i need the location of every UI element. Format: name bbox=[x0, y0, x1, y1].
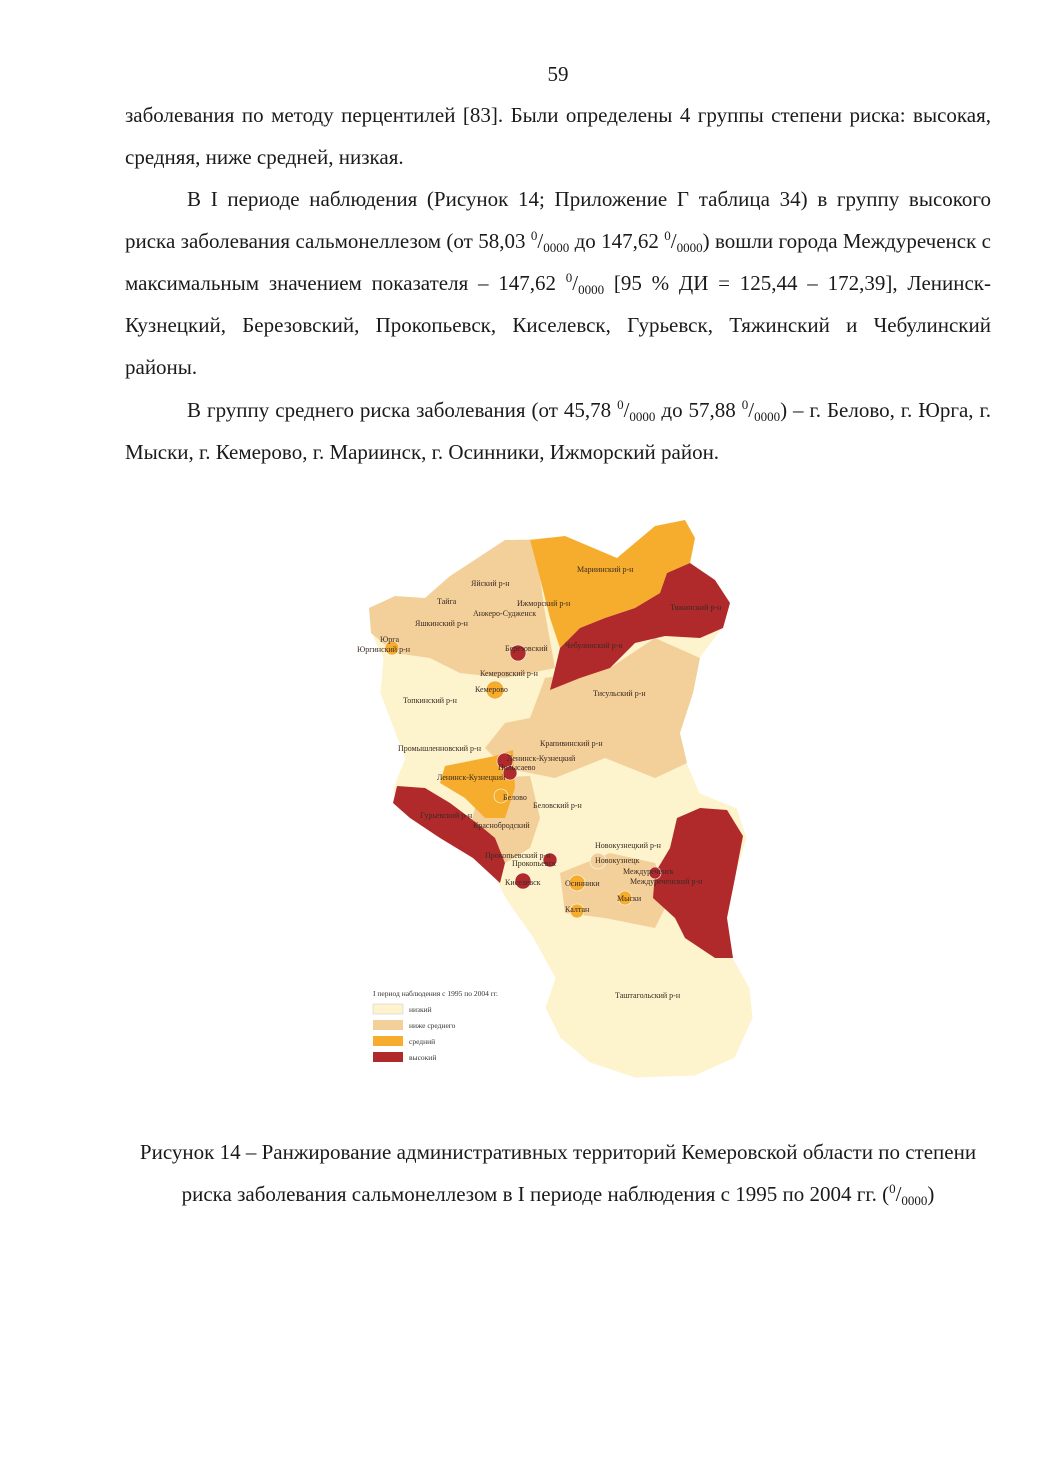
figure-caption bbox=[120, 1131, 996, 1215]
label-yashkinsky: Яшкинский р-н bbox=[415, 619, 468, 628]
label-osinniki: Осинники bbox=[565, 879, 600, 888]
label-tisulsky: Тисульский р-н bbox=[593, 689, 646, 698]
label-kaltan: Калтан bbox=[565, 905, 590, 914]
label-yurga: Юрга bbox=[380, 635, 400, 644]
kemerovo-region-risk-map bbox=[355, 518, 755, 1078]
paragraph-high-risk bbox=[125, 178, 991, 388]
label-kemerovsky: Кемеровский р-н bbox=[480, 669, 538, 678]
label-mariinsky: Мариинский р-н bbox=[577, 565, 634, 574]
label-tayga: Тайга bbox=[437, 597, 457, 606]
label-belovo: Белово bbox=[503, 793, 527, 802]
label-tyazhinsky: Тяжинский р-н bbox=[670, 603, 722, 612]
label-topkinsky: Топкинский р-н bbox=[403, 696, 457, 705]
caption-text: Рисунок 14 – Ранжирование административных территорий Кемеровской области по степени риска заболевания сальмонеллезом в I периоде наблюдения с 1995 по 2004 гг. ( bbox=[139, 1140, 977, 1206]
text-segment: ) вошли города Междуреченск с максимальным значением показателя – 147,62 bbox=[125, 229, 991, 295]
label-kemerovo: Кемерово bbox=[475, 685, 508, 694]
label-kiselevsk: Киселевск bbox=[505, 878, 541, 887]
paragraph-risk-groups: заболевания по методу перцентилей [83]. Были определены 4 группы степени риска: высокая, средняя, ниже средней, низкая. bbox=[125, 103, 991, 169]
label-prokopyevsky: Прокопьевский р-н bbox=[485, 851, 551, 860]
legend-swatch-average bbox=[373, 1036, 403, 1046]
text-segment: В группу среднего риска заболевания (от 45,78 bbox=[187, 398, 618, 422]
label-berezovsky: Березовский bbox=[505, 644, 548, 653]
text-segment: до 57,88 bbox=[655, 398, 742, 422]
label-leninsk-rn: Ленинск-Кузнецкий bbox=[507, 754, 576, 763]
label-tashtagolsky: Таштагольский р-н bbox=[615, 991, 681, 1000]
legend-label-high: высокий bbox=[409, 1053, 437, 1062]
legend-title: I период наблюдения с 1995 по 2004 гг. bbox=[373, 989, 498, 998]
unit-fraction: $^0/_{0000}$ bbox=[889, 1181, 928, 1208]
legend-label-average: средний bbox=[409, 1037, 436, 1046]
label-belovsky: Беловский р-н bbox=[533, 801, 582, 810]
paragraph-average-risk bbox=[125, 389, 991, 473]
label-prokopyevsk: Прокопьевск bbox=[512, 859, 556, 868]
page-number: 59 bbox=[547, 62, 569, 86]
legend-swatch-below-average bbox=[373, 1020, 403, 1030]
legend-label-low: низкий bbox=[409, 1005, 432, 1014]
label-novokuznetsk: Новокузнецк bbox=[595, 856, 640, 865]
label-promyshlennovsky: Промышленновский р-н bbox=[398, 744, 482, 753]
label-krasnobrodsky: Краснобродский bbox=[473, 821, 530, 830]
unit-fraction: $^0/_{0000}$ bbox=[565, 270, 605, 297]
text-segment: до 147,62 bbox=[569, 229, 665, 253]
label-mezhdurechensk: Междуреченск bbox=[623, 867, 674, 876]
label-polysaevo: Полысаево bbox=[498, 763, 536, 772]
label-anzhero: Анжеро-Судженск bbox=[473, 609, 537, 618]
legend-swatch-high bbox=[373, 1052, 403, 1062]
label-novokuznetsky: Новокузнецкий р-н bbox=[595, 841, 661, 850]
caption-close: ) bbox=[927, 1182, 935, 1206]
label-mezhdurechensky: Междуреченский р-н bbox=[630, 877, 703, 886]
legend-swatch-low bbox=[373, 1004, 403, 1014]
label-guryevsky: Гурьевский р-н bbox=[420, 811, 473, 820]
label-izhmorsky: Ижморский р-н bbox=[517, 599, 571, 608]
text-segment: ) – г. Белово, г. Юрга, г. Мыски, г. Кемерово, г. Мариинск, г. Осинники, Ижморский район. bbox=[125, 398, 991, 464]
label-krapivinsky: Крапивинский р-н bbox=[540, 739, 603, 748]
unit-fraction: $^0/_{0000}$ bbox=[664, 228, 703, 255]
legend-label-below-average: ниже среднего bbox=[409, 1021, 456, 1030]
unit-fraction: $^0/_{0000}$ bbox=[741, 397, 781, 424]
unit-fraction: $^0/_{0000}$ bbox=[617, 397, 656, 424]
label-yaysky: Яйский р-н bbox=[471, 579, 510, 588]
text-segment: [95 % ДИ = 125,44 – 172,39], Ленинск-Кузнецкий, Березовский, Прокопьевск, Киселевск, Гурьевск, Тяжинский и Чебулинский районы. bbox=[125, 271, 991, 379]
label-yurginsky: Юргинский р-н bbox=[357, 645, 411, 654]
label-chebulinsky: Чебулинский р-н bbox=[565, 641, 623, 650]
label-myski: Мыски bbox=[617, 894, 642, 903]
label-leninsk: Ленинск-Кузнецкий bbox=[437, 773, 506, 782]
text-segment: В I периоде наблюдения (Рисунок 14; Приложение Г таблица 34) в группу высокого риска заболевания сальмонеллезом (от 58,03 bbox=[125, 187, 991, 253]
unit-fraction: $^0/_{0000}$ bbox=[530, 228, 570, 255]
